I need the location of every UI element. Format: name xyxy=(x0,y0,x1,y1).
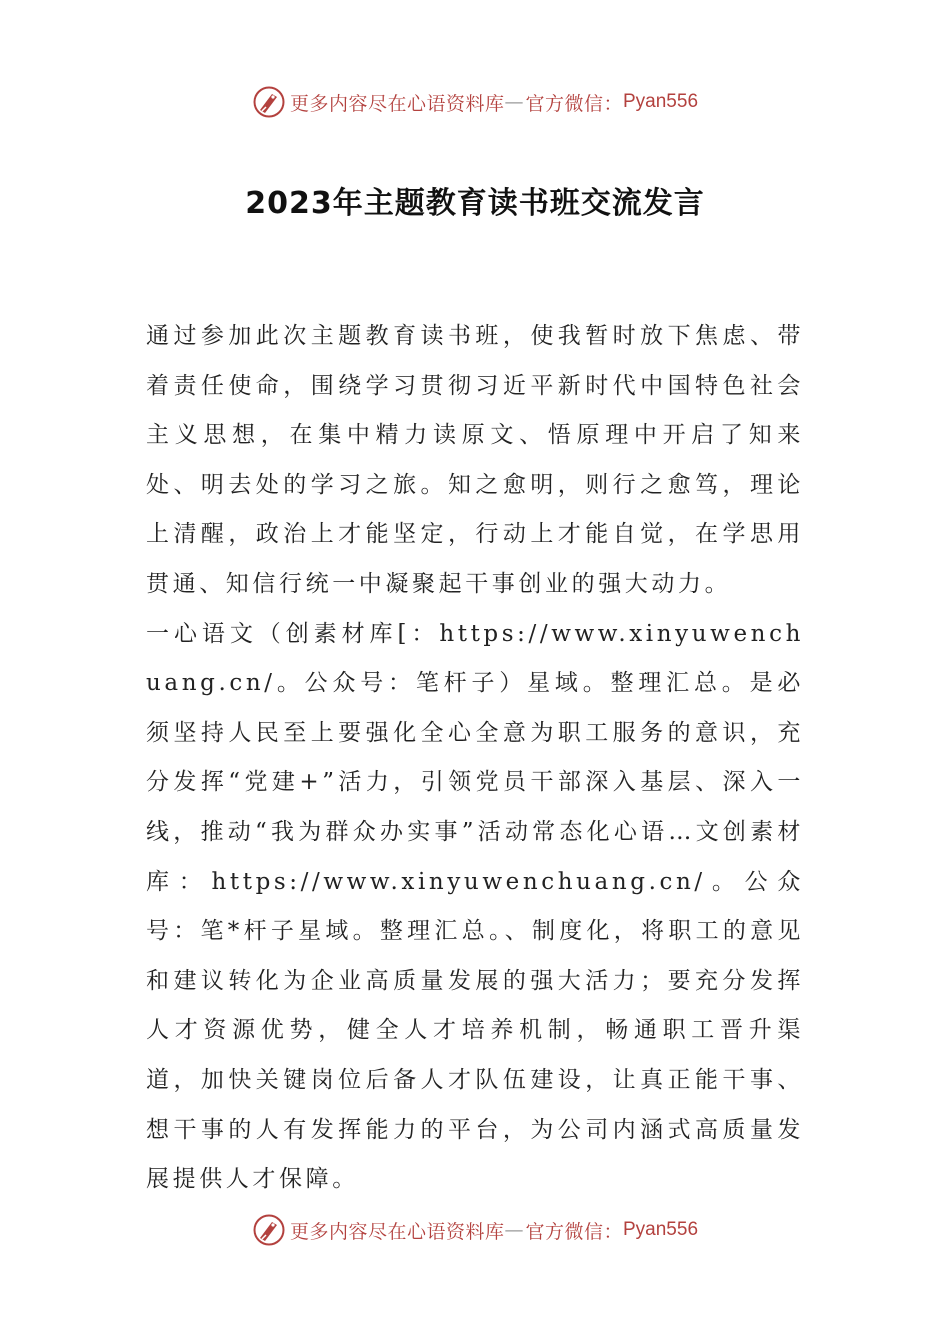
document-title: 2023年主题教育读书班交流发言 xyxy=(245,186,705,221)
document-body xyxy=(146,312,804,1205)
paragraph-1: 通过参加此次主题教育读书班，使我暂时放下焦虑、带着责任使命，围绕学习贯彻习近平新时代中国特色社会主义思想，在集中精力读原文、悟原理中开启了知来处、明去处的学习之旅。知之愈明，则行之愈笃，理论上清醒，政治上才能坚定，行动上才能自觉，在学思用贯通、知信行统一中凝聚起干事创业的强大动力。 xyxy=(146,323,804,597)
footer-wechat-label: 官方微信： xyxy=(525,1220,623,1243)
paragraph-2: 一心语文（创素材库[：https://www.xinyuwenchuang.cn/。公众号：笔杆子）星域。整理汇总。是必须坚持人民至上要强化全心全意为职工服务的意识，充分发挥“党建+”活力，引领党员干部深入基层、深入一线，推动“我为群众办实事”活动常态化心语…文创素材库：https://www.xinyuwenchuang.cn/。公众号：笔*杆子星域。整理汇总。、制度化，将职工的意见和建议转化为企业高质量发展的强大活力；要充分发挥人才资源优势，健全人才培养机制，畅通职工晋升渠道，加快关键岗位后备人才队伍建设，让真正能干事、想干事的人有发挥能力的平台，为公司内涵式高质量发展提供人才保障。 xyxy=(146,620,804,1193)
header-wechat-id: Pyan556 xyxy=(623,91,699,112)
header-slogan: 更多内容尽在心语资料库 xyxy=(289,92,505,115)
header-banner xyxy=(0,82,950,122)
footer-separator: — xyxy=(504,1219,526,1241)
footer-slogan: 更多内容尽在心语资料库 xyxy=(289,1220,505,1243)
footer-banner xyxy=(0,1210,950,1250)
pen-nib-logo-icon xyxy=(252,85,286,119)
header-wechat-label: 官方微信： xyxy=(525,92,623,115)
header-separator: — xyxy=(504,91,526,113)
footer-wechat-id: Pyan556 xyxy=(623,1219,699,1240)
pen-nib-logo-icon xyxy=(252,1213,286,1247)
